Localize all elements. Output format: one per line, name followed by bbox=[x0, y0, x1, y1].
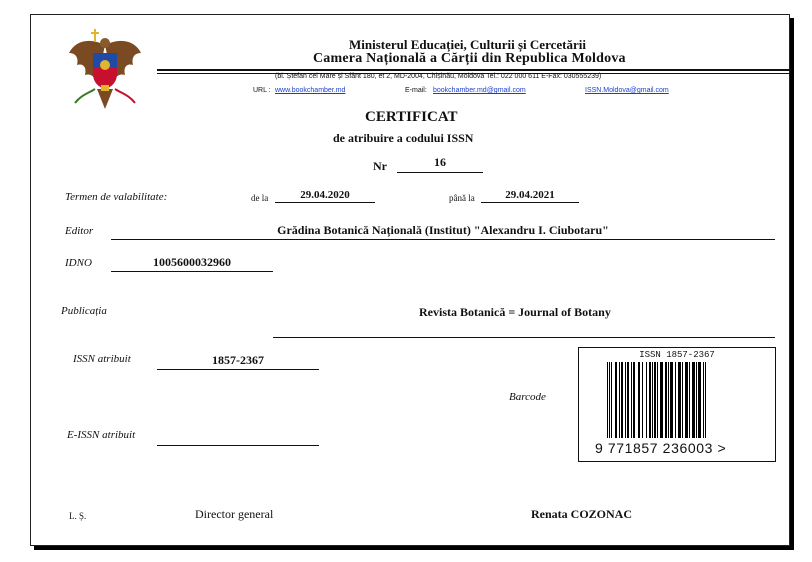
barcode-bar bbox=[611, 362, 612, 438]
barcode-bar bbox=[689, 362, 690, 438]
certificate-subtitle: de atribuire a codului ISSN bbox=[333, 131, 474, 145]
barcode-bar bbox=[705, 362, 706, 438]
barcode-label: Barcode bbox=[509, 391, 546, 403]
eissn-label: E-ISSN atribuit bbox=[67, 429, 136, 441]
barcode-bars bbox=[607, 362, 741, 440]
barcode-bar bbox=[609, 362, 610, 438]
address-line: (bl. Ștefan cel Mare și Sfânt 180, et 2, MD-2004, Chișinău, Moldova Tel.: 022 000 611 E-Fax: 030555239) bbox=[275, 73, 602, 80]
barcode-bar bbox=[668, 362, 669, 438]
barcode-bar bbox=[627, 362, 629, 438]
website-link[interactable]: www.bookchamber.md bbox=[275, 87, 346, 94]
email-link[interactable]: bookchamber.md@gmail.com bbox=[433, 87, 526, 94]
certificate-number: 16 bbox=[397, 155, 483, 173]
barcode-bar bbox=[652, 362, 653, 438]
barcode-bar bbox=[675, 362, 676, 438]
certificate-title: CERTIFICAT bbox=[365, 109, 458, 125]
barcode-bar bbox=[607, 362, 608, 438]
chamber-name: Camera Națională a Cărții din Republica Moldova bbox=[313, 51, 626, 66]
from-label: de la bbox=[251, 193, 269, 203]
issn-value: 1857-2367 bbox=[157, 353, 319, 370]
barcode-bar bbox=[665, 362, 667, 438]
barcode-bar bbox=[619, 362, 620, 438]
to-label: până la bbox=[449, 193, 475, 203]
certificate-page bbox=[30, 14, 790, 546]
director-title: Director general bbox=[195, 507, 274, 521]
valid-to-date: 29.04.2021 bbox=[481, 189, 579, 203]
editor-label: Editor bbox=[65, 225, 94, 237]
barcode bbox=[578, 347, 776, 462]
idno-value: 1005600032960 bbox=[111, 255, 273, 272]
url-label: URL : bbox=[253, 87, 271, 94]
issn-label: ISSN atribuit bbox=[73, 353, 131, 365]
editor-value: Grădina Botanică Națională (Institut) "Alexandru I. Ciubotaru" bbox=[111, 223, 775, 240]
barcode-bar bbox=[696, 362, 697, 438]
email-label: E-mail: bbox=[405, 87, 427, 94]
barcode-bar bbox=[682, 362, 683, 438]
barcode-issn-text: ISSN 1857-2367 bbox=[639, 350, 715, 360]
barcode-bar bbox=[657, 362, 658, 438]
eissn-value bbox=[157, 429, 319, 446]
director-name: Renata COZONAC bbox=[531, 507, 632, 521]
issn-email-link[interactable]: ISSN.Moldova@gmail.com bbox=[585, 87, 669, 94]
barcode-bar bbox=[703, 362, 704, 438]
header-rule bbox=[157, 69, 791, 71]
barcode-bar bbox=[621, 362, 623, 438]
publication-value: Revista Botanică = Journal of Botany bbox=[419, 305, 611, 319]
barcode-bar bbox=[646, 362, 647, 438]
barcode-bar bbox=[692, 362, 695, 438]
barcode-bar bbox=[670, 362, 673, 438]
barcode-bar bbox=[678, 362, 681, 438]
publication-underline bbox=[273, 337, 775, 338]
publication-label: Publicația bbox=[61, 305, 107, 317]
barcode-bar bbox=[649, 362, 651, 438]
barcode-bar bbox=[625, 362, 626, 438]
barcode-digits: 9 771857 236003 > bbox=[595, 440, 727, 456]
barcode-bar bbox=[654, 362, 656, 438]
barcode-bar bbox=[698, 362, 701, 438]
barcode-bar bbox=[631, 362, 632, 438]
barcode-bar bbox=[642, 362, 643, 438]
barcode-bar bbox=[615, 362, 617, 438]
idno-label: IDNO bbox=[65, 257, 92, 269]
validity-label: Termen de valabilitate: bbox=[65, 191, 168, 203]
valid-from-date: 29.04.2020 bbox=[275, 189, 375, 203]
number-label: Nr bbox=[373, 159, 387, 173]
moldova-coat-of-arms-icon bbox=[67, 27, 143, 111]
barcode-bar bbox=[685, 362, 688, 438]
barcode-bar bbox=[633, 362, 635, 438]
ministry-name: Ministerul Educației, Culturii și Cercetării bbox=[349, 37, 586, 52]
barcode-bar bbox=[660, 362, 663, 438]
stamp-label: L. Ș. bbox=[69, 511, 87, 521]
barcode-bar bbox=[638, 362, 640, 438]
